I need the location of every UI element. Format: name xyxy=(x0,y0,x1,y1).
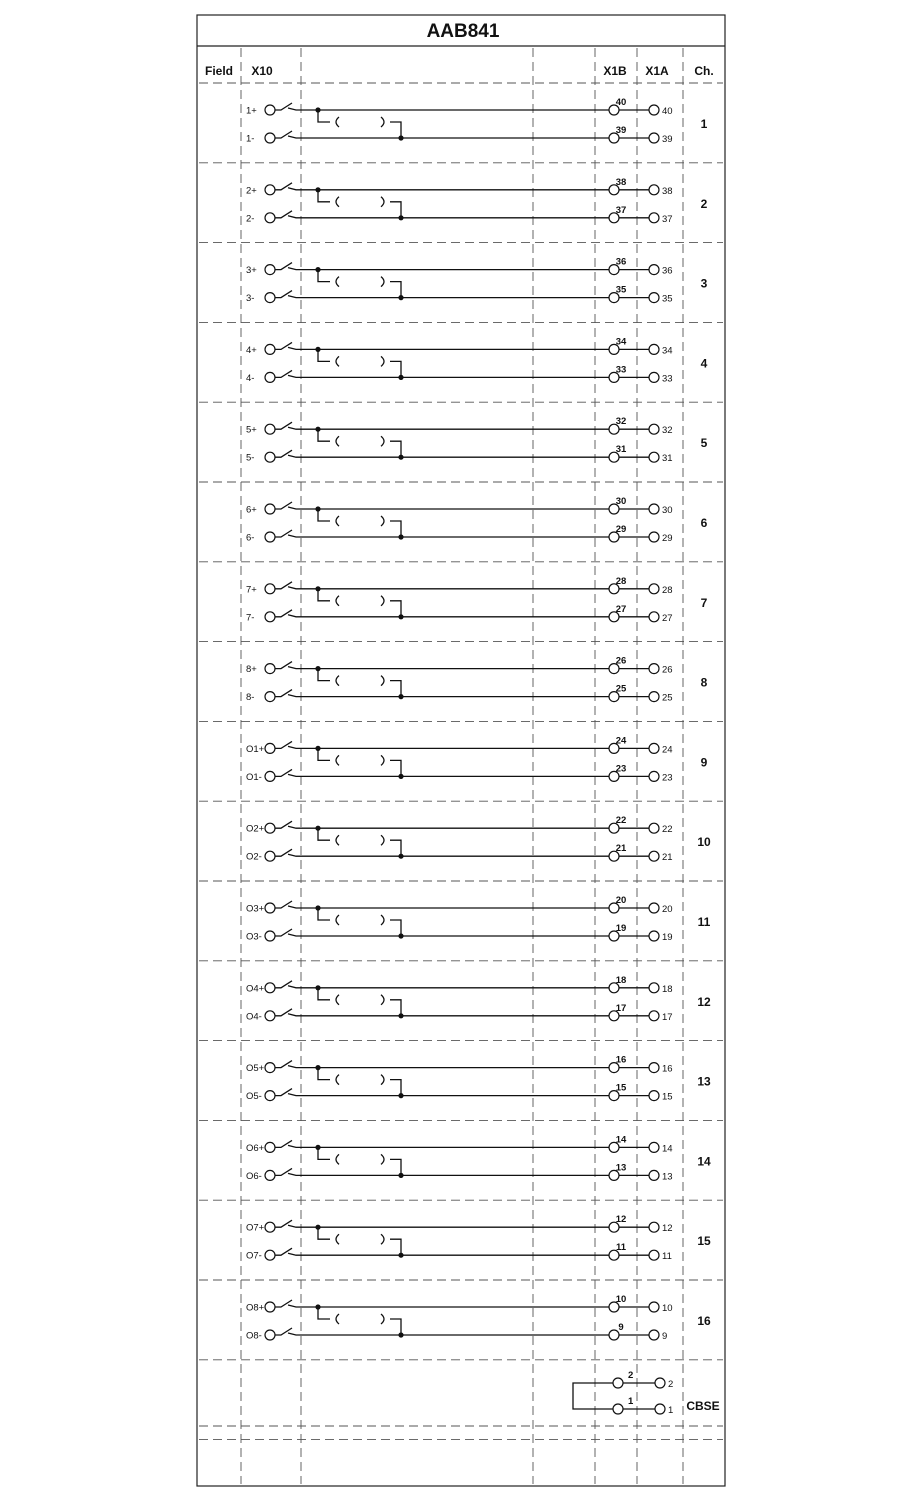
channel-number: 2 xyxy=(700,196,708,211)
x1a-terminal-plus xyxy=(649,1302,659,1312)
cbse-x1a-terminal-lower xyxy=(655,1404,665,1414)
switch-contact-plus xyxy=(275,1220,609,1227)
terminal-label-minus: O8- xyxy=(246,1330,262,1342)
terminal-label-plus: 5+ xyxy=(246,424,257,436)
branch-wire xyxy=(390,1319,401,1335)
switch-contact-plus xyxy=(275,662,609,669)
switch-contact-minus xyxy=(275,929,609,936)
branch-wire xyxy=(390,361,401,377)
x1b-pin-minus: 15 xyxy=(615,1082,627,1094)
x1a-terminal-minus xyxy=(649,372,659,382)
channel-row xyxy=(246,97,708,145)
channel-row xyxy=(246,1294,711,1342)
x1b-pin-plus: 22 xyxy=(615,815,627,827)
channel-row xyxy=(246,975,711,1023)
x1b-pin-minus: 35 xyxy=(615,284,627,296)
field-terminal-minus xyxy=(265,692,275,702)
field-terminal-plus xyxy=(265,664,275,674)
channel-number: 1 xyxy=(700,117,708,131)
cbse-x1a-terminal-upper xyxy=(655,1378,665,1388)
x1a-pin-minus: 35 xyxy=(662,293,673,305)
switch-contact-plus xyxy=(275,582,609,589)
x1a-pin-plus: 24 xyxy=(662,744,673,756)
column-dividers xyxy=(199,48,723,1484)
terminal-label-minus: 6- xyxy=(246,532,255,544)
capacitor-plate xyxy=(336,676,339,686)
x1a-pin-minus: 9 xyxy=(662,1331,668,1342)
capacitor-plate xyxy=(381,197,384,207)
capacitor-plate xyxy=(381,516,384,526)
capacitor-plate xyxy=(381,1075,384,1085)
capacitor-plate xyxy=(336,1154,339,1164)
switch-contact-plus xyxy=(275,183,609,190)
channel-row xyxy=(246,735,708,783)
x1b-pin-minus: 25 xyxy=(615,683,627,695)
x1a-terminal-minus xyxy=(649,771,659,781)
field-terminal-plus xyxy=(265,265,275,275)
terminal-label-plus: O2+ xyxy=(246,823,265,835)
field-terminal-plus xyxy=(265,424,275,434)
x1b-pin-minus: 9 xyxy=(618,1322,624,1333)
switch-contact-minus xyxy=(275,530,609,537)
terminal-label-plus: O4+ xyxy=(246,983,265,995)
channel-rows xyxy=(246,97,711,1342)
x1b-pin-plus: 16 xyxy=(615,1054,627,1066)
terminal-label-plus: O1+ xyxy=(246,743,265,755)
channel-number: 3 xyxy=(700,276,708,291)
x1b-pin-plus: 12 xyxy=(615,1214,627,1226)
channel-row xyxy=(246,496,708,544)
field-terminal-minus xyxy=(265,612,275,622)
x1a-pin-plus: 22 xyxy=(662,824,673,836)
terminal-label-plus: 4+ xyxy=(246,344,257,356)
x1b-pin-minus: 39 xyxy=(615,125,627,136)
header-x1b: X1B xyxy=(603,64,627,78)
switch-contact-plus xyxy=(275,1061,609,1068)
channel-row xyxy=(246,1055,711,1103)
x1a-terminal-plus xyxy=(649,903,659,913)
x1a-pin-minus: 33 xyxy=(662,373,673,385)
field-terminal-minus xyxy=(265,133,275,143)
field-terminal-minus xyxy=(265,372,275,382)
field-terminal-minus xyxy=(265,1011,275,1021)
x1b-pin-plus: 14 xyxy=(615,1134,627,1146)
channel-number: 15 xyxy=(697,1234,711,1249)
capacitor-plate xyxy=(381,436,384,446)
terminal-label-plus: 2+ xyxy=(246,185,257,197)
switch-contact-plus xyxy=(275,821,609,828)
cbse-x1a-pin-lower: 1 xyxy=(668,1405,674,1416)
switch-contact-plus xyxy=(275,741,609,748)
terminal-label-plus: O8+ xyxy=(246,1302,265,1314)
channel-row xyxy=(246,257,708,305)
capacitor-plate xyxy=(381,117,384,127)
channel-number: 8 xyxy=(700,675,708,690)
channel-row xyxy=(246,336,708,384)
header-x10: X10 xyxy=(251,64,273,78)
branch-wire xyxy=(390,681,401,697)
x1a-terminal-plus xyxy=(649,1142,659,1152)
x1a-pin-minus: 11 xyxy=(662,1251,672,1263)
x1b-pin-plus: 18 xyxy=(615,974,627,986)
channel-row xyxy=(246,815,711,863)
branch-wire xyxy=(390,122,401,138)
capacitor-plate xyxy=(381,755,384,765)
x1b-pin-plus: 24 xyxy=(615,735,627,747)
x1a-terminal-plus xyxy=(649,1063,659,1073)
channel-row xyxy=(246,177,708,225)
terminal-label-minus: 8- xyxy=(246,692,255,704)
diagram-frame xyxy=(197,15,725,1486)
switch-contact-plus xyxy=(275,981,609,988)
x1b-pin-plus: 20 xyxy=(615,895,627,906)
channel-number: 12 xyxy=(697,994,711,1009)
capacitor-plate xyxy=(381,356,384,366)
x1a-terminal-plus xyxy=(649,664,659,674)
x1a-terminal-minus xyxy=(649,293,659,303)
capacitor-plate xyxy=(381,915,384,925)
cbse-x1b-terminal-upper xyxy=(613,1378,623,1388)
x1b-pin-plus: 30 xyxy=(615,496,627,507)
channel-number: 9 xyxy=(700,755,708,770)
x1a-pin-plus: 10 xyxy=(662,1303,673,1314)
capacitor-plate xyxy=(381,1154,384,1164)
x1a-terminal-plus xyxy=(649,185,659,195)
cbse-x1b-pin-upper: 2 xyxy=(628,1370,634,1381)
field-terminal-plus xyxy=(265,185,275,195)
field-terminal-minus xyxy=(265,293,275,303)
x1a-terminal-minus xyxy=(649,1170,659,1180)
x1a-terminal-plus xyxy=(649,265,659,275)
cbse-label: CBSE xyxy=(686,1399,720,1413)
terminal-label-minus: 3- xyxy=(246,293,255,305)
channel-number: 16 xyxy=(697,1314,711,1328)
capacitor-plate xyxy=(381,995,384,1005)
field-terminal-plus xyxy=(265,983,275,993)
x1a-terminal-plus xyxy=(649,344,659,354)
branch-wire xyxy=(390,282,401,298)
branch-wire xyxy=(390,840,401,856)
field-terminal-plus xyxy=(265,584,275,594)
channel-number: 10 xyxy=(697,835,711,850)
channel-number: 14 xyxy=(697,1154,711,1169)
x1a-pin-plus: 30 xyxy=(662,505,673,516)
terminal-label-minus: 4- xyxy=(246,372,255,384)
x1a-terminal-minus xyxy=(649,1091,659,1101)
x1b-pin-plus: 38 xyxy=(615,176,627,188)
switch-contact-minus xyxy=(275,450,609,457)
switch-contact-minus xyxy=(275,1328,609,1335)
field-terminal-plus xyxy=(265,1222,275,1232)
x1a-pin-minus: 27 xyxy=(662,612,673,624)
terminal-label-minus: 5- xyxy=(246,452,255,464)
x1a-terminal-plus xyxy=(649,504,659,514)
x1a-pin-minus: 31 xyxy=(662,453,673,465)
field-terminal-minus xyxy=(265,1250,275,1260)
x1b-pin-minus: 31 xyxy=(615,444,627,456)
channel-number: 7 xyxy=(700,595,708,610)
capacitor-plate xyxy=(381,676,384,686)
x1a-pin-plus: 26 xyxy=(662,664,673,676)
x1a-terminal-plus xyxy=(649,584,659,594)
field-terminal-minus xyxy=(265,452,275,462)
x1a-pin-plus: 36 xyxy=(662,265,673,277)
terminal-label-minus: O1- xyxy=(246,771,262,783)
x1b-pin-plus: 40 xyxy=(615,97,627,108)
capacitor-plate xyxy=(336,436,339,446)
switch-contact-minus xyxy=(275,849,609,856)
branch-wire xyxy=(390,760,401,776)
terminal-label-plus: 1+ xyxy=(246,105,257,117)
branch-wire xyxy=(390,202,401,218)
branch-wire xyxy=(390,920,401,936)
header-field: Field xyxy=(204,64,234,78)
x1b-pin-minus: 13 xyxy=(615,1162,627,1174)
capacitor-plate xyxy=(336,1314,339,1324)
x1a-pin-minus: 17 xyxy=(662,1011,673,1023)
x1a-terminal-minus xyxy=(649,1330,659,1340)
x1a-pin-minus: 23 xyxy=(662,772,673,784)
x1b-pin-minus: 37 xyxy=(615,204,627,216)
field-terminal-minus xyxy=(265,213,275,223)
capacitor-plate xyxy=(336,915,339,925)
x1b-pin-minus: 23 xyxy=(615,763,627,775)
terminal-label-minus: 2- xyxy=(246,213,255,225)
x1a-terminal-minus xyxy=(649,851,659,861)
x1a-terminal-plus xyxy=(649,105,659,115)
switch-contact-minus xyxy=(275,370,609,377)
x1a-terminal-minus xyxy=(649,1011,659,1021)
x1a-terminal-plus xyxy=(649,983,659,993)
terminal-label-minus: O6- xyxy=(246,1170,262,1182)
x1a-pin-minus: 19 xyxy=(662,932,673,943)
switch-contact-minus xyxy=(275,1168,609,1175)
cbse-x1b-pin-lower: 1 xyxy=(628,1396,634,1407)
x1a-terminal-minus xyxy=(649,612,659,622)
x1a-terminal-plus xyxy=(649,823,659,833)
x1b-pin-minus: 11 xyxy=(615,1242,627,1254)
switch-contact-plus xyxy=(275,103,609,110)
capacitor-plate xyxy=(336,356,339,366)
terminal-label-plus: 7+ xyxy=(246,584,257,596)
capacitor-plate xyxy=(336,516,339,526)
x1b-pin-minus: 17 xyxy=(615,1002,627,1014)
x1a-terminal-minus xyxy=(649,133,659,143)
field-terminal-minus xyxy=(265,532,275,542)
switch-contact-minus xyxy=(275,610,609,617)
x1a-pin-plus: 28 xyxy=(662,584,673,596)
x1a-pin-plus: 32 xyxy=(662,425,673,437)
capacitor-plate xyxy=(381,596,384,606)
x1a-pin-minus: 29 xyxy=(662,533,673,544)
field-terminal-plus xyxy=(265,1142,275,1152)
field-terminal-plus xyxy=(265,105,275,115)
field-terminal-plus xyxy=(265,504,275,514)
terminal-label-plus: O5+ xyxy=(246,1063,265,1075)
switch-contact-plus xyxy=(275,342,609,349)
x1a-pin-minus: 25 xyxy=(662,692,673,704)
x1b-pin-minus: 29 xyxy=(615,524,627,535)
capacitor-plate xyxy=(381,835,384,845)
terminal-label-plus: O7+ xyxy=(246,1222,265,1234)
switch-contact-plus xyxy=(275,1300,609,1307)
switch-contact-plus xyxy=(275,422,609,429)
switch-contact-plus xyxy=(275,901,609,908)
switch-contact-minus xyxy=(275,291,609,298)
switch-contact-minus xyxy=(275,769,609,776)
terminal-label-plus: 6+ xyxy=(246,504,257,516)
x1a-terminal-minus xyxy=(649,213,659,223)
x1a-terminal-minus xyxy=(649,931,659,941)
terminal-label-minus: O4- xyxy=(246,1011,262,1023)
x1a-pin-plus: 14 xyxy=(662,1143,673,1155)
branch-wire xyxy=(390,1159,401,1175)
cbse-x1a-pin-upper: 2 xyxy=(668,1379,674,1390)
header-x1a: X1A xyxy=(645,64,669,78)
x1b-pin-minus: 33 xyxy=(615,364,627,376)
capacitor-plate xyxy=(336,835,339,845)
channel-row xyxy=(246,895,711,943)
x1a-terminal-minus xyxy=(649,452,659,462)
channel-number: 11 xyxy=(697,915,711,929)
switch-contact-plus xyxy=(275,1140,609,1147)
module-title: AAB841 xyxy=(426,21,500,42)
terminal-label-minus: 7- xyxy=(246,612,255,624)
capacitor-plate xyxy=(336,197,339,207)
branch-wire xyxy=(390,1239,401,1255)
header-ch: Ch. xyxy=(694,64,714,78)
x1b-pin-plus: 34 xyxy=(615,336,627,348)
branch-wire xyxy=(390,521,401,537)
x1a-terminal-minus xyxy=(649,532,659,542)
switch-contact-plus xyxy=(275,502,609,509)
capacitor-plate xyxy=(336,1234,339,1244)
capacitor-plate xyxy=(336,755,339,765)
branch-wire xyxy=(390,1000,401,1016)
switch-contact-minus xyxy=(275,690,609,697)
x1a-terminal-plus xyxy=(649,1222,659,1232)
terminal-label-minus: O2- xyxy=(246,851,262,863)
cbse-x1b-terminal-lower xyxy=(613,1404,623,1414)
switch-contact-minus xyxy=(275,1089,609,1096)
x1b-pin-plus: 32 xyxy=(615,416,627,428)
x1b-pin-minus: 27 xyxy=(615,603,627,615)
capacitor-plate xyxy=(381,1314,384,1324)
x1b-pin-plus: 28 xyxy=(615,575,627,587)
switch-contact-minus xyxy=(275,1009,609,1016)
x1a-pin-minus: 21 xyxy=(662,852,673,864)
channel-row xyxy=(246,1214,711,1262)
field-terminal-plus xyxy=(265,823,275,833)
branch-wire xyxy=(390,601,401,617)
field-terminal-minus xyxy=(265,1091,275,1101)
x1a-pin-plus: 38 xyxy=(662,185,673,197)
field-terminal-plus xyxy=(265,1302,275,1312)
x1b-pin-plus: 26 xyxy=(615,655,627,667)
capacitor-plate xyxy=(381,277,384,287)
channel-number: 6 xyxy=(700,516,708,530)
capacitor-plate xyxy=(336,1075,339,1085)
terminal-label-plus: 3+ xyxy=(246,265,257,277)
field-terminal-minus xyxy=(265,1170,275,1180)
switch-contact-plus xyxy=(275,263,609,270)
field-terminal-plus xyxy=(265,903,275,913)
field-terminal-plus xyxy=(265,344,275,354)
switch-contact-minus xyxy=(275,211,609,218)
x1a-pin-plus: 20 xyxy=(662,904,673,915)
channel-row xyxy=(246,656,708,704)
capacitor-plate xyxy=(336,117,339,127)
terminal-label-minus: O3- xyxy=(246,931,262,943)
terminal-label-minus: O7- xyxy=(246,1250,262,1262)
terminal-label-plus: O6+ xyxy=(246,1142,265,1154)
x1a-terminal-plus xyxy=(649,424,659,434)
channel-row xyxy=(246,1134,711,1182)
field-terminal-minus xyxy=(265,851,275,861)
channel-number: 5 xyxy=(700,436,708,451)
capacitor-plate xyxy=(381,1234,384,1244)
channel-row xyxy=(246,576,708,624)
x1a-pin-plus: 16 xyxy=(662,1063,673,1075)
x1b-pin-plus: 36 xyxy=(615,256,627,268)
field-terminal-minus xyxy=(265,931,275,941)
terminal-label-plus: 8+ xyxy=(246,664,257,676)
field-terminal-minus xyxy=(265,771,275,781)
x1b-pin-minus: 21 xyxy=(615,843,627,855)
x1a-pin-plus: 40 xyxy=(662,106,673,117)
x1a-pin-plus: 12 xyxy=(662,1223,673,1235)
terminal-label-minus: O5- xyxy=(246,1091,262,1103)
x1a-terminal-plus xyxy=(649,743,659,753)
branch-wire xyxy=(390,441,401,457)
capacitor-plate xyxy=(336,995,339,1005)
x1a-pin-minus: 15 xyxy=(662,1091,673,1103)
cbse-loop-wire xyxy=(573,1383,613,1409)
channel-number: 4 xyxy=(700,356,708,371)
x1b-pin-minus: 19 xyxy=(615,923,627,934)
branch-wire xyxy=(390,1080,401,1096)
x1a-terminal-minus xyxy=(649,692,659,702)
switch-contact-minus xyxy=(275,1248,609,1255)
capacitor-plate xyxy=(336,277,339,287)
field-terminal-minus xyxy=(265,1330,275,1340)
x1a-pin-plus: 34 xyxy=(662,345,673,357)
x1a-pin-minus: 37 xyxy=(662,213,673,225)
x1a-pin-minus: 13 xyxy=(662,1171,673,1183)
x1a-pin-minus: 39 xyxy=(662,134,673,145)
field-terminal-plus xyxy=(265,743,275,753)
x1a-pin-plus: 18 xyxy=(662,983,673,995)
terminal-label-plus: O3+ xyxy=(246,903,265,915)
channel-row xyxy=(246,416,708,464)
x1b-pin-plus: 10 xyxy=(615,1294,627,1305)
channel-number: 13 xyxy=(697,1074,711,1089)
field-terminal-plus xyxy=(265,1063,275,1073)
capacitor-plate xyxy=(336,596,339,606)
terminal-label-minus: 1- xyxy=(246,133,255,145)
x1a-terminal-minus xyxy=(649,1250,659,1260)
outer-border xyxy=(197,15,725,1486)
switch-contact-minus xyxy=(275,131,609,138)
